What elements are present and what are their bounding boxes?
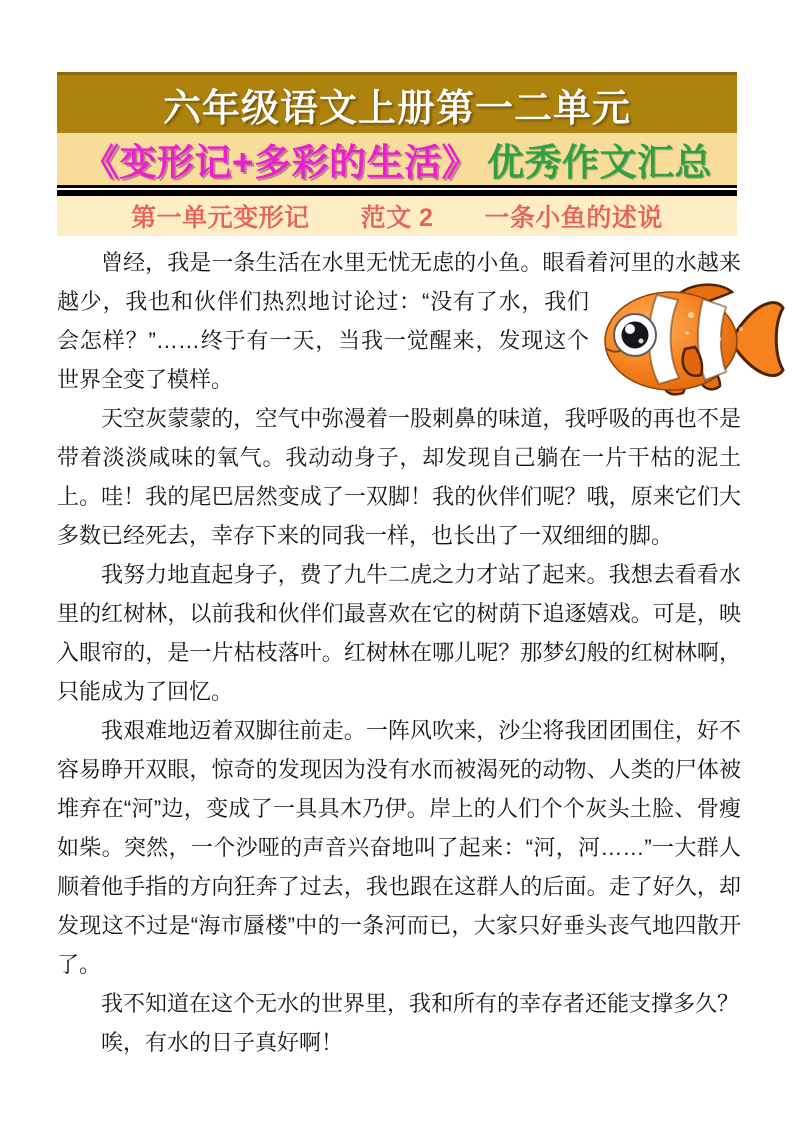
essay-paragraph-1 bbox=[57, 243, 741, 399]
header-subtitle-band bbox=[57, 133, 737, 185]
essay-title: 第一单元变形记 范文 2 一条小鱼的述说 bbox=[131, 204, 663, 232]
document-header bbox=[57, 72, 737, 236]
header-title-band bbox=[57, 72, 737, 133]
essay-paragraph-3: 我努力地直起身子，费了九牛二虎之力才站了起来。我想去看看水里的红树林，以前我和伙伴们最喜欢在它的树荫下追逐嬉戏。可是，映入眼帘的，是一片枯枝落叶。红树林在哪儿呢？那梦幻般的红树林啊，只能成为了回忆。 bbox=[57, 562, 741, 704]
essay-paragraph-text: 曾经，我是一条生活在水里无忧无虑的小鱼。眼看着河里的水越来越少，我也和伙伴们热烈地讨论过：“没有了水，我们会怎样？”……终于有一天，当我一觉醒来，发现这个世界全变了模样。 bbox=[57, 250, 741, 392]
essay-paragraph-4: 我艰难地迈着双脚往前走。一阵风吹来，沙尘将我团团围住，好不容易睁开双眼，惊奇的发现因为没有水而被渴死的动物、人类的尸体被堆弃在“河”边，变成了一具具木乃伊。岸上的人们个个灰头土脸、骨瘦如柴。突然，一个沙哑的声音兴奋地叫了起来：“河，河……”一大群人顺着他手指的方向狂奔了过去，我也跟在这群人的后面。走了好久，却发现这不过是“海市蜃楼”中的一条河而已，大家只好垂头丧气地四散开了。 bbox=[57, 718, 741, 977]
header-series-title: 《变形记+多彩的生活》 bbox=[81, 142, 480, 183]
thin-thick-divider bbox=[57, 185, 737, 196]
header-title: 六年级语文上册第一二单元 bbox=[162, 87, 631, 130]
essay-body bbox=[57, 243, 741, 1062]
essay-paragraph-6: 唉，有水的日子真好啊！ bbox=[101, 1030, 344, 1055]
essay-paragraph-2: 天空灰蒙蒙的，空气中弥漫着一股刺鼻的味道，我呼吸的再也不是带着淡淡咸味的氧气。我动动身子，却发现自己躺在一片干枯的泥土上。哇！我的尾巴居然变成了一双脚！我的伙伴们呢？哦，原来它们大多数已经死去，幸存下来的同我一样，也长出了一双细细的脚。 bbox=[57, 406, 741, 548]
essay-title-band bbox=[57, 196, 737, 236]
header-series-suffix: 优秀作文汇总 bbox=[487, 142, 713, 183]
essay-paragraph-5: 我不知道在这个无水的世界里，我和所有的幸存者还能支撑多久？ bbox=[101, 991, 740, 1016]
